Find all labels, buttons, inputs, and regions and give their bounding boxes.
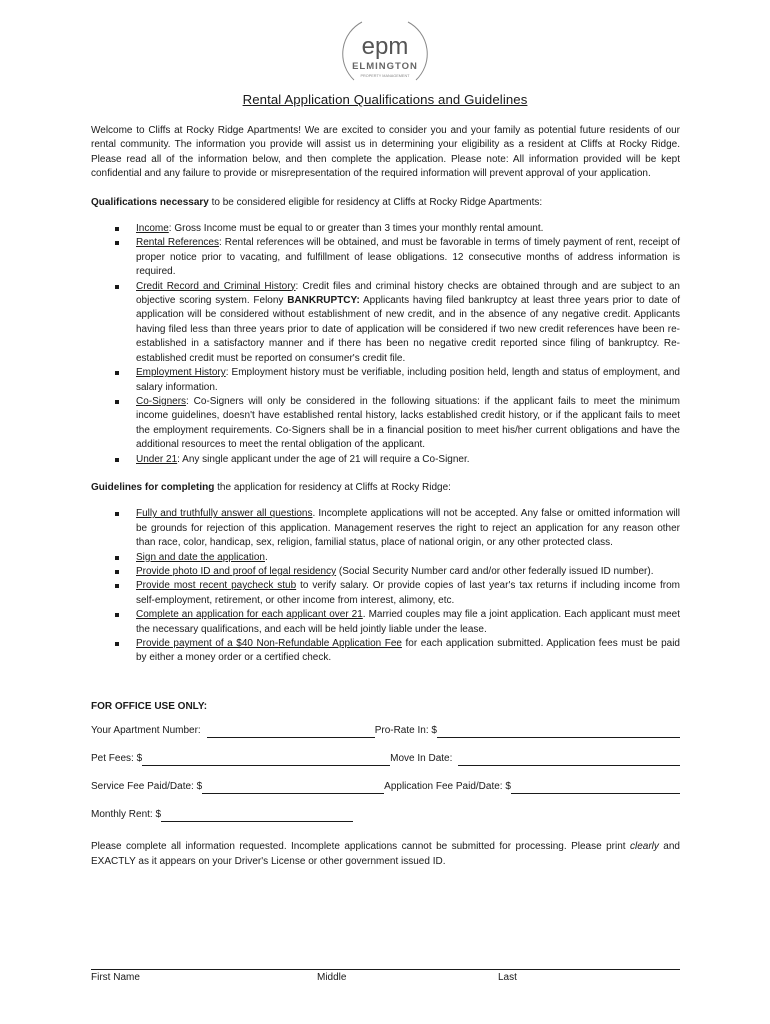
- item-label: Employment History: [136, 367, 226, 379]
- item-text: Applicants having filed bankruptcy at least three years prior to date of application will be considered without establishment of new credit, and in the absence of any negative credit. Applicants having filed less than three years prior to date of application will be considered if two new credit references have been re-established in a satisfactory manner and if there has been no negative credit reported since filing of bankruptcy. Re-established credit must be reported on consumer's credit file.: [136, 295, 680, 364]
- list-item: [91, 565, 680, 579]
- item-text: . Married couples may file a joint application. Each applicant must meet the necessary qualifications, and each will be held jointly liable under the lease.: [136, 609, 680, 635]
- list-item: [91, 236, 680, 279]
- move-in-date-label: Move In Date:: [390, 752, 453, 764]
- note-emphasis: clearly: [629, 841, 659, 853]
- note-text: Please complete all information requested. Incomplete applications cannot be submitted for processing. Please print: [91, 841, 630, 853]
- item-label: Credit Record and Criminal History: [136, 280, 296, 292]
- apartment-prorate-row: [91, 724, 680, 738]
- list-item: [91, 222, 680, 236]
- guidelines-heading-rest: the application for residency at Cliffs at Rocky Ridge:: [214, 481, 451, 493]
- pet-fees-label: Pet Fees: $: [91, 752, 143, 764]
- office-use-heading: FOR OFFICE USE ONLY:: [91, 700, 208, 712]
- qualifications-heading-rest: to be considered eligible for residency at Cliffs at Rocky Ridge Apartments:: [208, 196, 543, 208]
- prorate-in-label: Pro-Rate In: $: [374, 724, 437, 736]
- list-item: [91, 637, 680, 666]
- item-label: Provide payment of a $40 Non-Refundable Application Fee: [136, 638, 402, 649]
- item-label: Income: [136, 223, 169, 235]
- name-field[interactable]: [91, 969, 680, 970]
- item-text: (Social Security Number card and/or other federally issued ID number).: [336, 565, 654, 577]
- guidelines-heading-bold: Guidelines for completing: [91, 481, 215, 493]
- document-body: [91, 124, 680, 869]
- list-item: [91, 395, 680, 453]
- note-text: and EXACTLY as it appears on your Driver's License or other government issued ID.: [91, 841, 680, 867]
- qualifications-list: [91, 222, 680, 467]
- list-item: [91, 551, 680, 565]
- item-label: Complete an application for each applicant over 21: [136, 609, 363, 621]
- service-fee-field[interactable]: [202, 783, 384, 794]
- item-label: Fully and truthfully answer all questions: [136, 508, 313, 520]
- application-fee-field[interactable]: [511, 783, 680, 794]
- list-item: [91, 280, 680, 366]
- item-text: : Credit files and criminal history checks are obtained through and are subject to an objective scoring system. Felony: [136, 280, 680, 307]
- pet-fees-field[interactable]: [142, 755, 390, 766]
- item-label: Rental References: [136, 237, 219, 249]
- move-in-date-field[interactable]: [458, 755, 680, 766]
- fees-row: [91, 780, 680, 794]
- elmington-logo: [342, 14, 428, 102]
- application-fee-label: Application Fee Paid/Date: $: [384, 780, 511, 792]
- list-item: [91, 453, 680, 467]
- qualifications-heading: [91, 196, 680, 210]
- list-item: [91, 579, 680, 608]
- item-label: Co-Signers: [136, 395, 187, 407]
- item-text: : Co-Signers will only be considered in the following situations: if the applicant fails to meet the minimum income guidelines, doesn't have established rental history, lacks established credit history, or if the applicant fails to meet the employment requirements. Co-Signers shall be in a financial position to meet his/her current obligations and have the additional resources to meet the rental obligation of the applicant.: [136, 395, 680, 451]
- completion-note: [91, 840, 680, 869]
- page-title: Rental Application Qualifications and Guidelines: [242, 92, 528, 107]
- item-label: Provide photo ID and proof of legal residency: [136, 565, 337, 577]
- logo-company: ELMINGTON: [352, 61, 418, 72]
- guidelines-heading: [91, 481, 680, 495]
- first-name-label: First Name: [91, 972, 140, 983]
- item-text: : Gross Income must be equal to or greater than 3 times your monthly rental amount.: [168, 223, 544, 235]
- intro-paragraph: Welcome to Cliffs at Rocky Ridge Apartments! We are excited to consider you and your family as potential future residents of our rental community. The information you provide will assist us in determining your eligibility as a resident at Cliffs at Rocky Ridge. Please read all of the information below, and then complete the application. Please note: All information provided will be kept confidential and any failure to provide or misrepresentation of the required information will prevent approval of your application.: [91, 125, 680, 180]
- bankruptcy-label: BANKRUPTCY:: [287, 295, 360, 307]
- logo-monogram: epm: [361, 33, 409, 60]
- item-text: for each application submitted. Application fees must be paid by either a money order or a certified check.: [136, 638, 680, 664]
- item-text: .: [265, 551, 268, 563]
- monthly-rent-label: Monthly Rent: $: [91, 808, 162, 820]
- list-item: [91, 507, 680, 550]
- item-text: to verify salary. Or provide copies of last year's tax returns if including income from self-employment, retirement, or other income from interest, alimony, etc.: [136, 580, 680, 606]
- item-text: : Employment history must be verifiable, including position held, length and status of employment, and salary information.: [136, 367, 680, 393]
- item-text: : Rental references will be obtained, and must be favorable in terms of timely payment of rent, receipt of proper notice prior to vacating, and fulfillment of lease obligations. 12 consecutive months of address information is required.: [136, 237, 680, 278]
- middle-name-label: Middle: [317, 972, 347, 983]
- list-item: [91, 608, 680, 637]
- apartment-number-label: Your Apartment Number:: [91, 724, 201, 736]
- logo-tagline: PROPERTY MANAGEMENT: [360, 74, 410, 78]
- monthly-rent-field[interactable]: [161, 811, 353, 822]
- pet-movein-row: [91, 752, 680, 766]
- item-label: Provide most recent paycheck stub: [136, 580, 297, 592]
- qualifications-heading-bold: Qualifications necessary: [91, 196, 209, 208]
- monthly-rent-row: [91, 808, 680, 822]
- apartment-number-field[interactable]: [207, 727, 375, 738]
- service-fee-label: Service Fee Paid/Date: $: [91, 780, 203, 792]
- guidelines-list: [91, 507, 680, 665]
- prorate-in-field[interactable]: [437, 727, 680, 738]
- item-label: Sign and date the application: [136, 551, 265, 563]
- list-item: [91, 366, 680, 395]
- item-text: : Any single applicant under the age of 21 will require a Co-Signer.: [177, 453, 470, 465]
- item-text: . Incomplete applications will not be accepted. Any false or omitted information will be grounds for rejection of this application. Management reserves the right to reject an application for any reason other than race, color, handicap, sex, religion, familial status, place of national origin, or any other protected class.: [136, 508, 681, 549]
- last-name-label: Last: [498, 972, 517, 983]
- item-label: Under 21: [136, 453, 178, 465]
